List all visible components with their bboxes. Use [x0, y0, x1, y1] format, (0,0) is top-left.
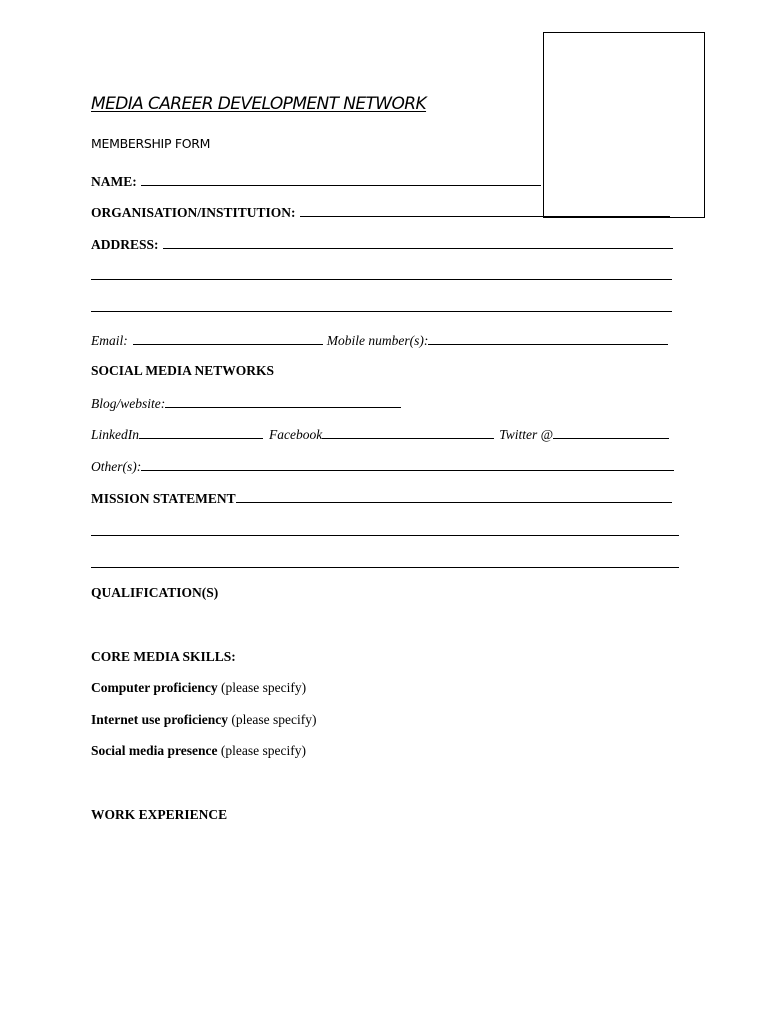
organisation-label: ORGANISATION/INSTITUTION: [91, 205, 296, 220]
mission-line-3[interactable] [91, 567, 679, 568]
blog-label: Blog/website: [91, 396, 166, 411]
organisation-row [91, 204, 670, 221]
core-skills-heading: CORE MEDIA SKILLS: [91, 649, 236, 664]
blog-row [91, 395, 401, 412]
twitter-label: Twitter @ [499, 427, 554, 442]
blog-field[interactable] [165, 395, 401, 408]
form-title: MEDIA CAREER DEVELOPMENT NETWORK [91, 94, 427, 114]
others-field[interactable] [141, 458, 674, 471]
mobile-label: Mobile number(s): [326, 333, 429, 348]
mission-line-2[interactable] [91, 535, 679, 536]
others-row [91, 458, 674, 475]
computer-proficiency-row [91, 680, 306, 696]
email-field[interactable] [133, 332, 323, 345]
facebook-field[interactable] [322, 426, 494, 439]
address-line-2[interactable] [91, 279, 672, 280]
photo-box [543, 32, 705, 218]
social-media-heading: SOCIAL MEDIA NETWORKS [91, 363, 275, 378]
organisation-field[interactable] [300, 204, 670, 217]
contact-row [91, 332, 668, 349]
social-accounts-row [91, 426, 669, 443]
name-field[interactable] [141, 173, 541, 186]
address-field[interactable] [163, 236, 673, 249]
address-row [91, 236, 673, 253]
qualifications-heading: QUALIFICATION(S) [91, 585, 219, 600]
name-label: NAME: [91, 174, 137, 189]
internet-proficiency-label: Internet use proficiency [91, 712, 228, 727]
social-presence-hint: (please specify) [220, 743, 306, 758]
facebook-label: Facebook [269, 427, 323, 442]
computer-proficiency-hint: (please specify) [220, 680, 307, 695]
mobile-field[interactable] [428, 332, 668, 345]
mission-row [91, 490, 672, 507]
form-subtitle: MEMBERSHIP FORM [91, 136, 211, 151]
social-presence-label: Social media presence [91, 743, 218, 758]
internet-proficiency-hint: (please specify) [231, 712, 317, 727]
mission-field[interactable] [236, 490, 672, 503]
linkedin-field[interactable] [139, 426, 263, 439]
address-line-3[interactable] [91, 311, 672, 312]
address-label: ADDRESS: [91, 237, 159, 252]
computer-proficiency-label: Computer proficiency [91, 680, 218, 695]
name-row [91, 173, 541, 190]
twitter-field[interactable] [553, 426, 669, 439]
linkedin-label: LinkedIn [91, 427, 139, 442]
social-presence-row [91, 743, 306, 759]
internet-proficiency-row [91, 712, 316, 728]
others-label: Other(s): [91, 459, 142, 474]
mission-label: MISSION STATEMENT [91, 491, 236, 506]
work-experience-heading: WORK EXPERIENCE [91, 807, 228, 822]
email-label: Email: [91, 333, 128, 348]
